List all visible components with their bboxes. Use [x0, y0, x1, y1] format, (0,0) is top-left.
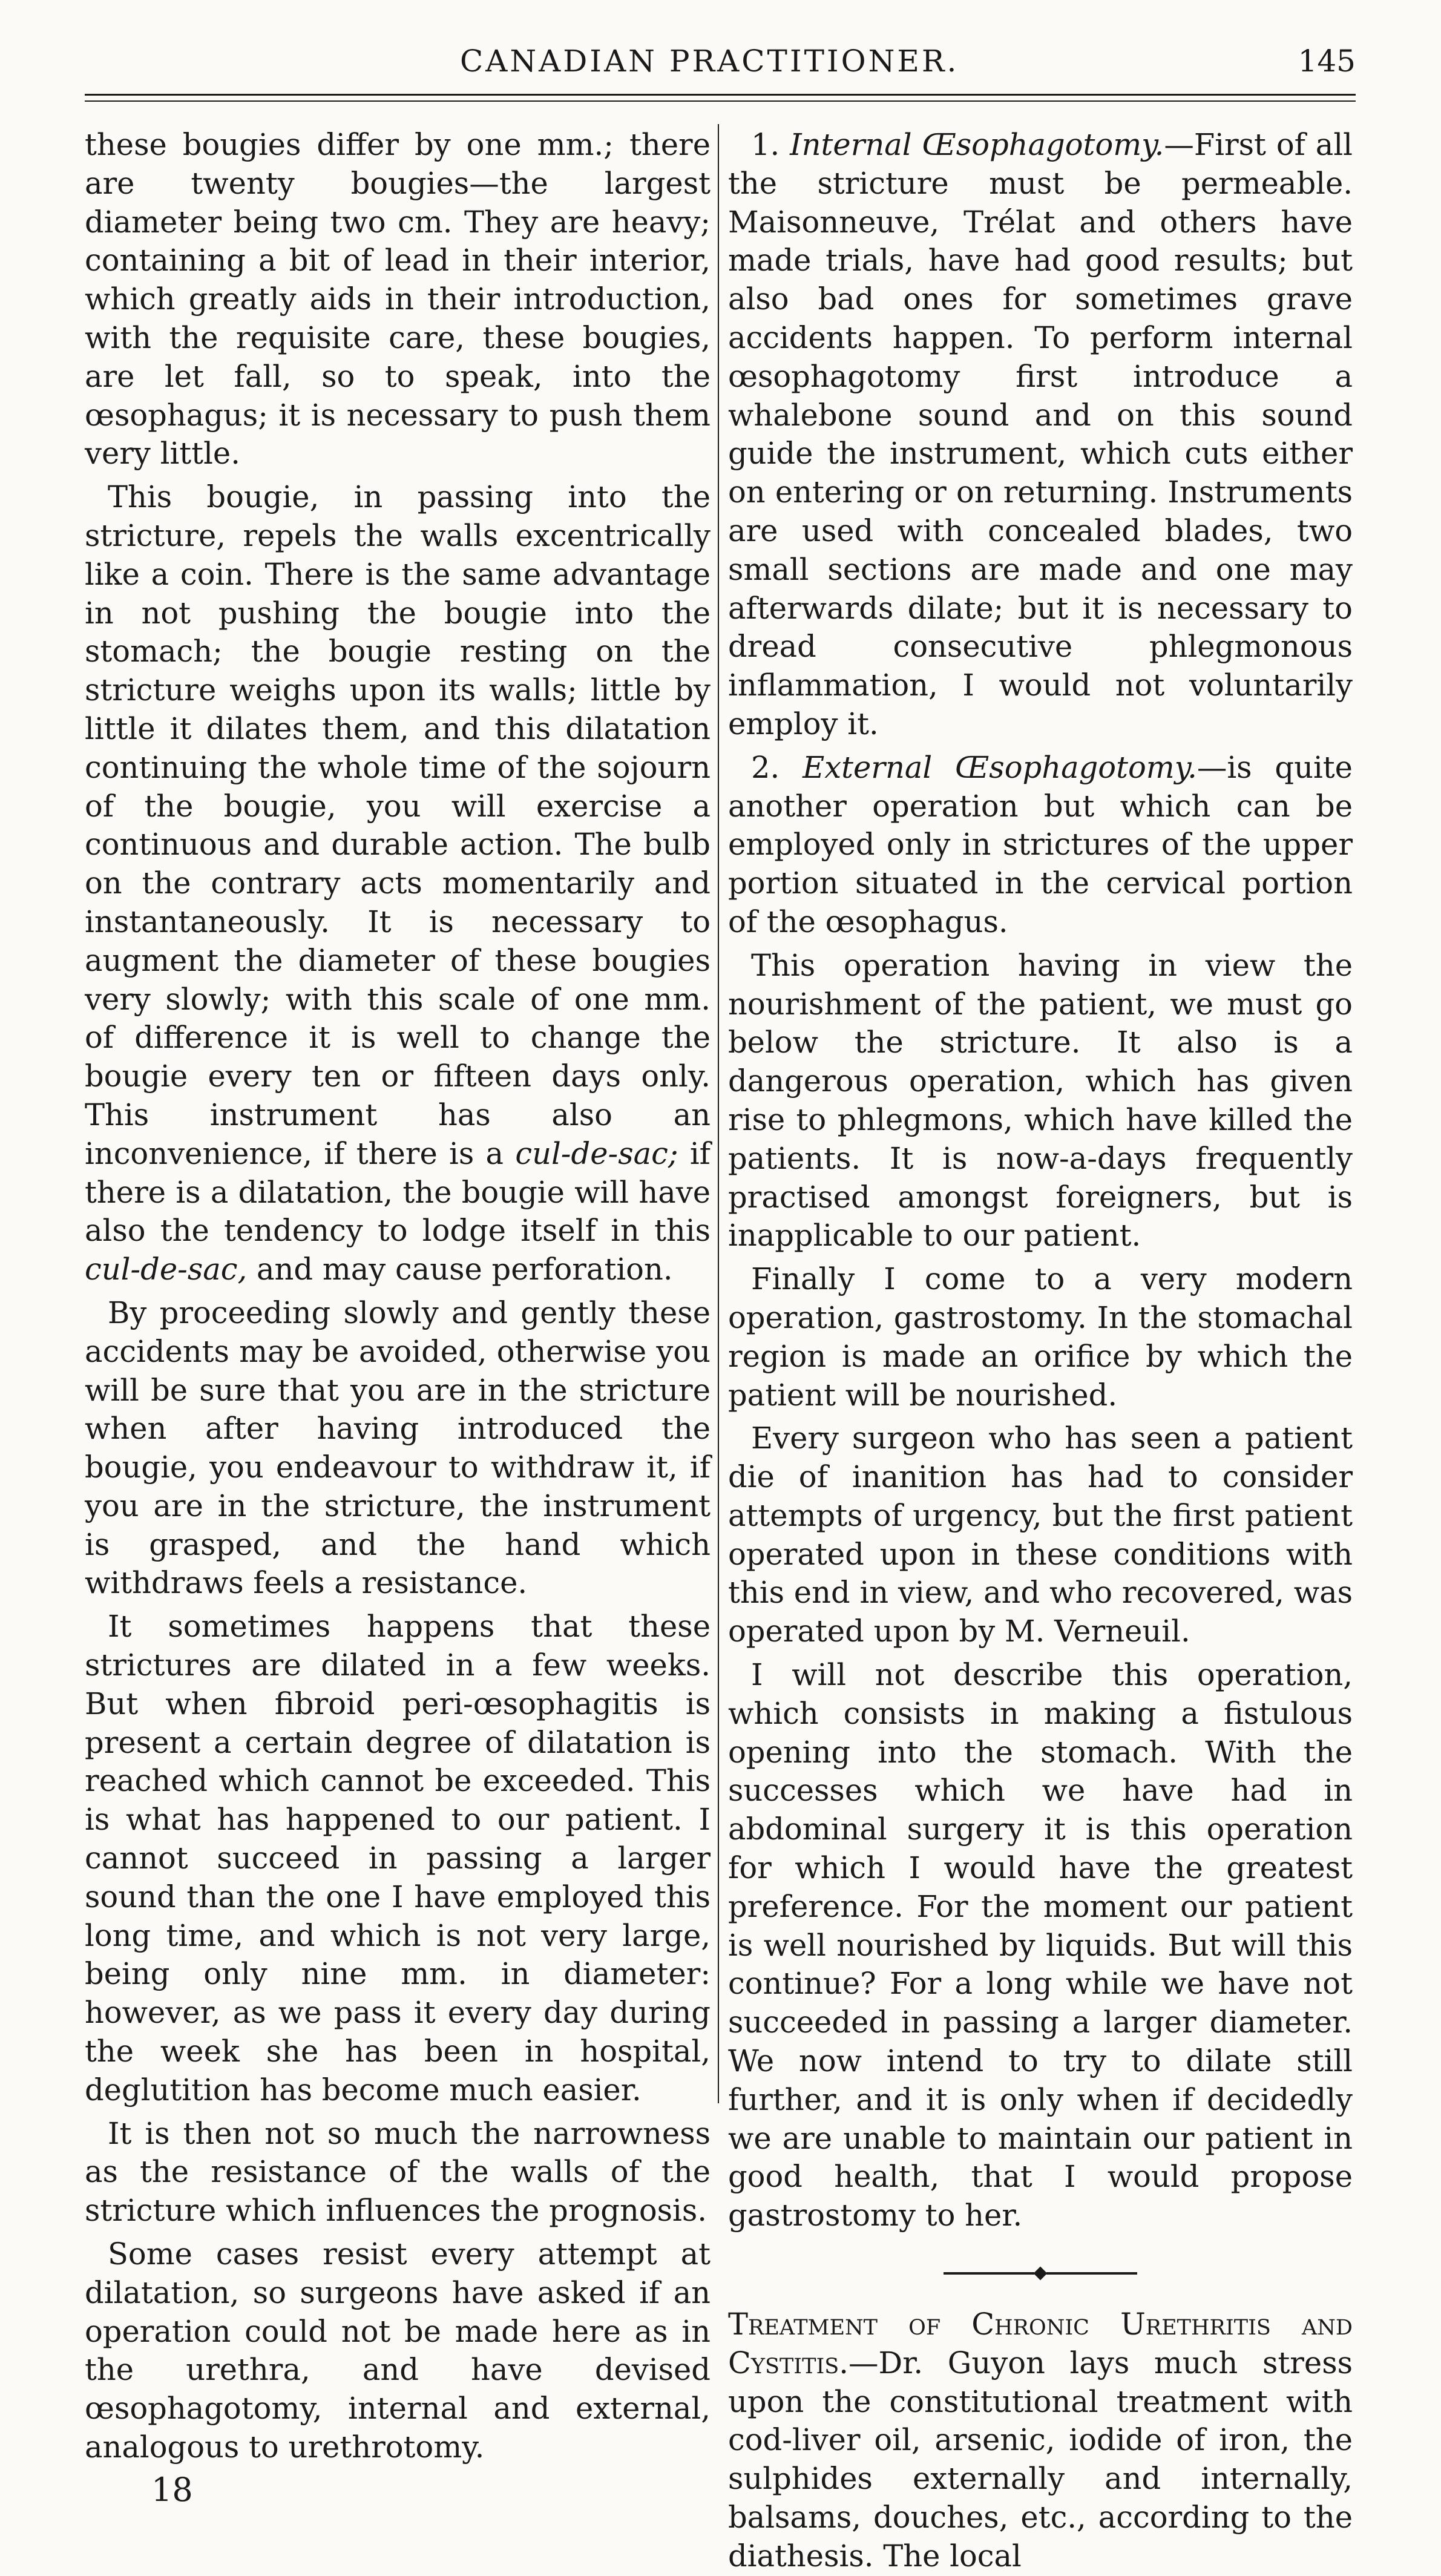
column-divider: [718, 124, 719, 2103]
paragraph-text: —First of all the stricture must be permeable. Maisonneuve, Trélat and others have made trials, have had good results; but also bad ones for sometimes grave accidents happen. To perform internal œsophagotomy first introduce a whalebone sound and on this sound guide the instrument, which cuts either on entering or on returning. Instruments are used with concealed blades, two small sections are made and one may afterwards dilate; but it is necessary to dread consecutive phlegmonous inflammation, I would not voluntarily employ it.: [728, 127, 1353, 741]
paragraph: Some cases resist every attempt at dilatation, so surgeons have asked if an operation could not be made here as in the urethra, and have devised œsophagotomy, internal and external, analogous to urethrotomy.: [85, 2236, 711, 2465]
paragraph-text: and may cause perforation.: [257, 1252, 673, 1287]
list-number: 1.: [751, 127, 780, 162]
paragraph-text: if there is a dilatation, the bougie will have also the tendency to lodge itself in this: [85, 1135, 711, 1249]
paragraph: [728, 2305, 1353, 2576]
paragraph: [85, 478, 711, 1289]
section-separator: [728, 2246, 1353, 2301]
right-column: [728, 126, 1353, 2576]
paragraph-text: —is quite another operation but which can be employed only in strictures of the upper portion situated in the cervical portion of the œsophagus.: [728, 749, 1353, 939]
running-title: CANADIAN PRACTITIONER.: [460, 44, 959, 79]
italic-term: cul-de-sac;: [515, 1135, 678, 1171]
paragraph: I will not describe this operation, which consists in making a fistulous opening into the stomach. With the successes which we have had in abdominal surgery it is this operation for which I would have the greatest preference. For the moment our patient is well nourished by liquids. But will this continue? For a long while we have not succeeded in passing a larger diameter. We now intend to try to dilate still further, and it is only when if decidedly we are unable to maintain our patient in good health, that I would propose gastrostomy to her.: [728, 1657, 1353, 2233]
signature-mark: 18: [151, 2470, 193, 2509]
section-heading-smallcaps: Treatment of Chronic Urethritis and Cystitis.: [728, 2307, 1353, 2380]
italic-term: cul-de-sac,: [85, 1252, 248, 1287]
paragraph: Every surgeon who has seen a patient die of inanition has had to consider attempts of urgency, but the first patient operated upon in these conditions with this end in view, and who recovered, was operated upon by M. Verneuil.: [728, 1421, 1353, 1649]
left-column: [85, 126, 711, 2508]
paragraph: [728, 749, 1353, 942]
header-rule-top: [85, 94, 1356, 96]
paragraph: This operation having in view the nourishment of the patient, we must go below the stricture. It also is a dangerous operation, which has given rise to phlegmons, which have killed the patients. It is now-a-days frequently practised amongst foreigners, but is inapplicable to our patient.: [728, 947, 1353, 1254]
section-heading-italic: External Œsophagotomy.: [803, 749, 1197, 785]
separator-diamond: [1034, 2267, 1048, 2281]
paragraph: [728, 126, 1353, 744]
page-number: 145: [1298, 44, 1356, 79]
paragraph: these bougies differ by one mm.; there are twenty bougies—the largest diameter being two cm. They are heavy; containing a bit of lead in their interior, which greatly aids in their introduction, with the requisite care, these bougies, are let fall, so to speak, into the œsophagus; it is necessary to push them very little.: [85, 127, 711, 472]
paragraph: It is then not so much the narrowness as the resistance of the walls of the stricture which influences the prognosis.: [85, 2115, 711, 2229]
paragraph-text: This bougie, in passing into the stricture, repels the walls excentrically like a coin. There is the same advantage in not pushing the bougie into the stomach; the bougie resting on the stricture weighs upon its walls; little by little it dilates them, and this dilatation continuing the whole time of the sojourn of the bougie, you will exercise a continuous and durable action. The bulb on the contrary acts momentarily and instantaneously. It is necessary to augment the diameter of these bougies very slowly; with this scale of one mm. of difference it is well to change the bougie every ten or fifteen days only. This instrument has also an inconvenience, if there is a: [85, 479, 711, 1171]
list-number: 2.: [751, 749, 780, 785]
header-rule-bottom: [85, 100, 1356, 102]
paragraph: By proceeding slowly and gently these accidents may be avoided, otherwise you will be sure that you are in the stricture when after having introduced the bougie, you endeavour to withdraw it, if you are in the stricture, the instrument is grasped, and the hand which withdraws feels a resistance.: [85, 1295, 711, 1601]
paragraph: It sometimes happens that these strictures are dilated in a few weeks. But when fibroid peri-œsophagitis is present a certain degree of dilatation is reached which cannot be exceeded. This is what has happened to our patient. I cannot succeed in passing a larger sound than the one I have employed this long time, and which is not very large, being only nine mm. in diameter: however, as we pass it every day during the week she has been in hospital, deglutition has become much easier.: [85, 1609, 711, 2108]
paragraph-text: —Dr. Guyon lays much stress upon the constitutional treatment with cod-liver oil, arsenic, iodide of iron, the sulphides externally and internally, balsams, douches, etc., according to the diathesis. The local: [728, 2345, 1353, 2574]
section-heading-italic: Internal Œsophagotomy.: [790, 127, 1164, 162]
separator-line: [1046, 2272, 1137, 2275]
running-header: [85, 44, 1356, 86]
paragraph: Finally I come to a very modern operation, gastrostomy. In the stomachal region is made an orifice by which the patient will be nourished.: [728, 1261, 1353, 1413]
separator-line: [944, 2272, 1034, 2275]
